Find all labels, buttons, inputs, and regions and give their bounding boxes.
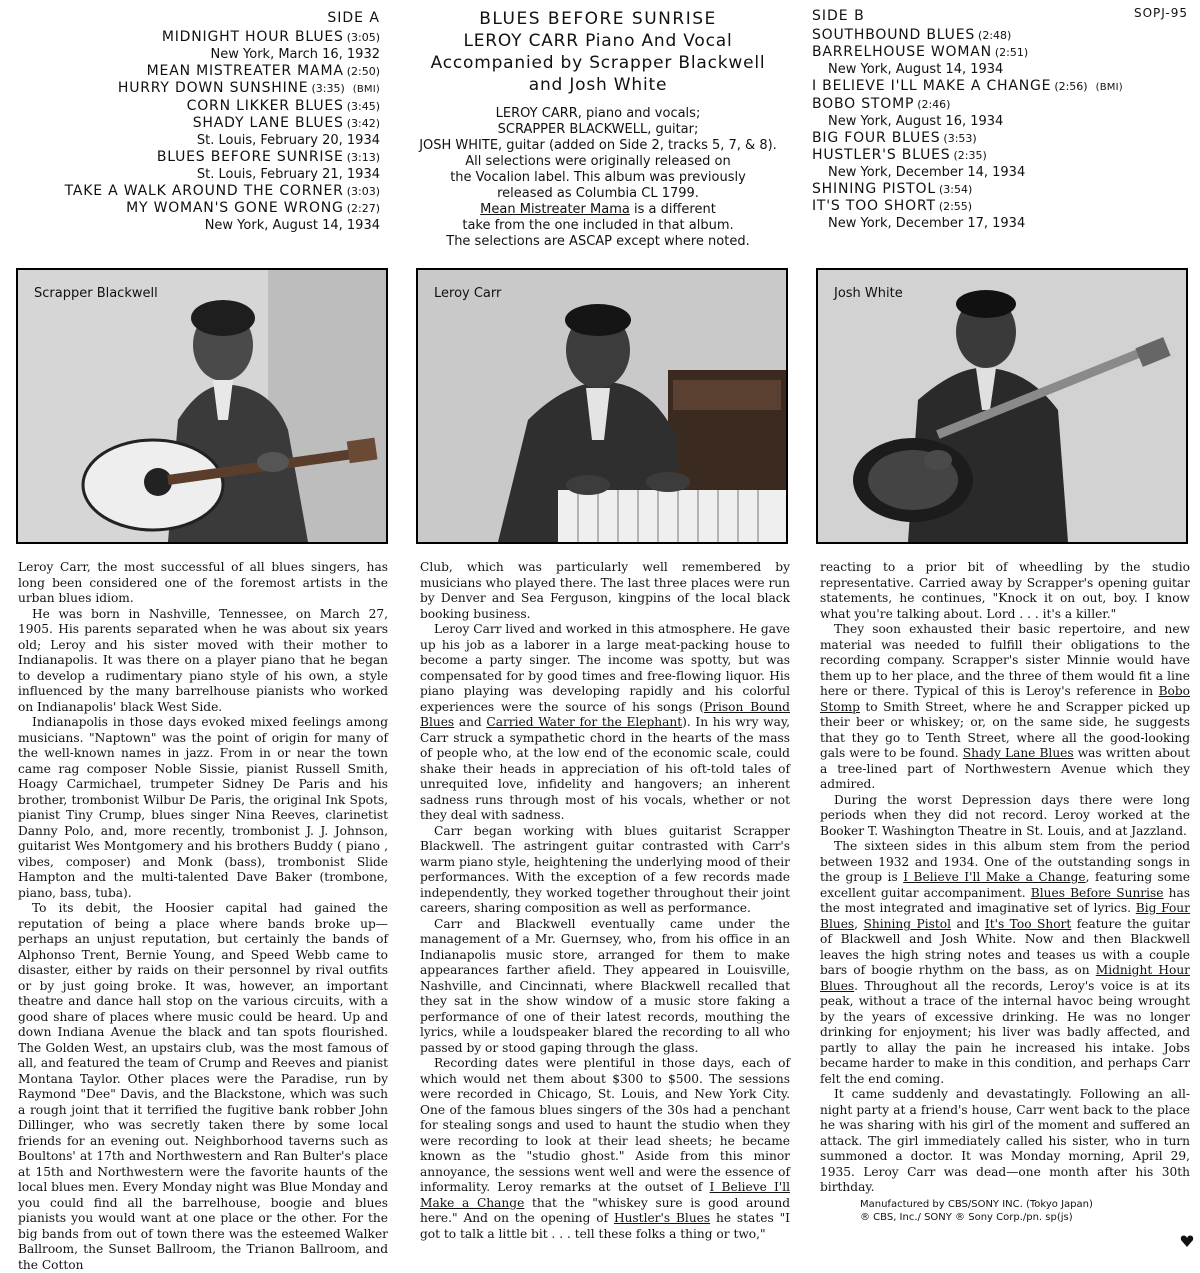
song-reference: Shining Pistol xyxy=(863,916,951,931)
paragraph-text: Club, which was particularly well remembered by musicians who played there. The last three places were run by Denver and Sea Ferguson, kingpins of the local black booking business. xyxy=(420,560,790,621)
track-duration: (3:13) xyxy=(346,151,380,164)
josh-white-image xyxy=(818,270,1186,542)
paragraph xyxy=(820,1087,1190,1196)
track-title: I BELIEVE I'LL MAKE A CHANGE xyxy=(812,78,1052,94)
song-reference: Hustler's Blues xyxy=(613,1211,711,1225)
track-row xyxy=(40,183,380,200)
recording-info: St. Louis, February 20, 1934 xyxy=(196,133,380,148)
track-title: IT'S TOO SHORT xyxy=(812,198,936,214)
track-duration: (2:27) xyxy=(346,202,380,215)
track-duration: (3:42) xyxy=(346,117,380,130)
credit-line xyxy=(408,122,788,138)
track-row xyxy=(40,115,380,132)
paragraph-text: , featuring some excellent guitar accompaniment. xyxy=(820,870,1190,900)
photo-scrapper-blackwell xyxy=(16,268,388,544)
paragraph-text: ). In his wry way, Carr struck a sympathetic chord in the hearts of the mass of people who, at the low end of the economic scale, could shake their heads in appreciation of his oft-told tales of unrequited love, infidelity and hangovers; an inherent sadness runs through most of his vocals, whether or not they deal with sadness. xyxy=(420,715,790,822)
track-row xyxy=(40,80,380,98)
paragraph-text: that the "whiskey sure is good around here." And on the opening of xyxy=(420,1195,790,1225)
song-reference: Prison Bound Blues xyxy=(420,699,790,729)
paragraph-text: . Throughout all the records, Leroy's voice is at its peak, without a trace of the internal havoc being wrought by the years of excessive drinking. He was no longer drinking for enjoyment; his liver was badly affected, and partly to allay the pain he increased his intake. Jobs became harder to make in this condition, and perhaps Carr felt the end coming. xyxy=(820,978,1190,1086)
track-duration: (2:50) xyxy=(346,65,380,78)
paragraph-text: was written about a tree-lined part of Northwestern Avenue which they admired. xyxy=(820,746,1190,791)
track-row xyxy=(40,29,380,46)
recording-info: New York, August 16, 1934 xyxy=(828,114,1004,129)
track-duration: (3:05) xyxy=(346,31,380,44)
track-duration: (2:48) xyxy=(978,29,1012,42)
paragraph xyxy=(820,793,1190,840)
manufacturer-line: Manufactured by CBS/SONY INC. (Tokyo Japan) xyxy=(860,1199,1093,1210)
credit-line xyxy=(408,218,788,234)
photo-caption: Leroy Carr xyxy=(434,286,502,301)
track-row xyxy=(40,63,380,80)
credit-line xyxy=(408,138,788,154)
paragraph-text: Leroy Carr, the most successful of all blues singers, has long been considered one of the foremost artists in the urban blues idiom. xyxy=(18,560,388,605)
credit-line xyxy=(408,154,788,170)
paragraph-text: The sixteen sides in this album stem from the period between 1932 and 1934. One of the outstanding songs in the group is xyxy=(820,839,1190,884)
track-duration: (3:45) xyxy=(346,100,380,113)
track-row xyxy=(812,96,1192,113)
recording-info: New York, December 17, 1934 xyxy=(828,216,1026,231)
track-title: BARRELHOUSE WOMAN xyxy=(812,44,992,60)
track-title: SHADY LANE BLUES xyxy=(192,115,344,131)
paragraph-text: During the worst Depression days there were long periods when they did not record. Leroy worked at the Booker T. Washington Theatre in St. Louis, and at Jazzland. xyxy=(820,792,1190,838)
track-title: MIDNIGHT HOUR BLUES xyxy=(161,29,344,45)
song-reference: Mean Mistreater Mama xyxy=(480,202,630,217)
heart-icon xyxy=(1180,1234,1194,1248)
credit-lines xyxy=(408,106,788,250)
paragraph xyxy=(420,622,790,824)
track-title: SHINING PISTOL xyxy=(812,181,936,197)
album-subtitle-line: and Josh White xyxy=(528,75,668,95)
paragraph-text: They soon exhausted their basic repertoire, and new material was needed to fulfill their obligations to the recording company. Scrapper's sister Minnie would have them up to her place, and the three of them would fit a line here or there. Typical of this is Leroy's reference in xyxy=(820,622,1190,698)
track-license: (BMI) xyxy=(1095,82,1123,93)
album-subtitle xyxy=(408,30,788,96)
track-row xyxy=(812,78,1192,96)
credit-line xyxy=(408,186,788,202)
song-reference: Bobo Stomp xyxy=(820,684,1190,714)
track-row xyxy=(812,181,1192,198)
track-duration: (2:56) xyxy=(1054,80,1088,93)
credit-text: LEROY CARR, piano and vocals; xyxy=(495,106,701,121)
side-b-heading: SIDE B xyxy=(812,8,865,24)
paragraph-text: reacting to a prior bit of wheedling by the studio representative. Carried away by Scrapper's opening guitar statements, he continues, "Knock it on out, boy. I know what you're talking about. Lord . . . it's a killer." xyxy=(820,560,1190,621)
credit-line xyxy=(408,106,788,122)
track-row xyxy=(812,147,1192,164)
track-title: HUSTLER'S BLUES xyxy=(812,147,951,163)
paragraph-text: to Smith Street, where he and Scrapper picked up their beer or whiskey; or, on the same side, he suggests that they go to Tenth Street, where all the good-looking gals were to be found. xyxy=(820,699,1190,760)
credit-text: The selections are ASCAP except where noted. xyxy=(446,234,750,249)
paragraph-text: He was born in Nashville, Tennessee, on March 27, 1905. His parents separated when he was about six years old; Leroy and his sister moved with their mother to Indianapolis. It was there on a player piano that he began to develop a rudimentary piano style of his own, a style influenced by the many barrelhouse pianists who worked on Indianapolis' black West Side. xyxy=(18,606,388,714)
track-duration: (2:51) xyxy=(994,46,1029,59)
paragraph-text: To its debit, the Hoosier capital had gained the reputation of being a place where bands broke up—perhaps an unjust reputation, but certainly the bands of Alphonso Trent, Bernie Young, and Speed Webb came to disaster, either by raids on their personnel by rival outfits or by just going broke. It was, however, an important theatre and dance hall stop on the various circuits, with a good share of places where music could be heard. Up and down Indiana Avenue the black and tan spots flourished. The Golden West, an upstairs club, was the most famous of all, and featured the team of Crump and Reeves and pianist Montana Taylor. Other places were the Paradise, run by Raymond "Dee" Davis, and the Blackstone, which was such a rough joint that it terrified the fugitive bank robber John Dillinger, who was secretly taken there by some local friends for an evening out. Neighborhood taverns such as Boultons' at 17th and Northwestern and Ran Bulter's place at 15th and Northwestern were the favorite haunts of the local blues men. Every Monday night was Blue Monday and you could find all the barrelhouse, boogie and blues pianists you would want at one place or the other. For the big bands from out of town there was the esteemed Walker Ballroom, the Sunset Ballroom, the Trianon Ballroom, and the Cotton xyxy=(18,901,388,1272)
recording-info: New York, August 14, 1934 xyxy=(204,218,380,233)
track-row xyxy=(40,200,380,217)
song-reference: Blues Before Sunrise xyxy=(1030,885,1164,900)
credit-text: the Vocalion label. This album was previously xyxy=(450,170,746,185)
catalog-number: SOPJ-95 xyxy=(1133,6,1188,20)
track-title: BIG FOUR BLUES xyxy=(812,130,941,146)
recording-info: New York, March 16, 1932 xyxy=(210,47,380,62)
track-duration: (3:54) xyxy=(938,183,973,196)
paragraph-text: Carr and Blackwell eventually came under the management of a Mr. Guernsey, who, from his office in an Indianapolis music store, arranged for them to make appearances farther afield. They appeared in Louisville, Nashville, and Cincinnati, where Blackwell recalled that they sat in the show window of a music store faking a performance of one of their latest records, mouthing the lyrics, while a loudspeaker blared the recording to all who passed by or stood gaping through the glass. xyxy=(420,916,790,1055)
track-duration: (2:46) xyxy=(917,98,951,111)
track-duration: (2:55) xyxy=(938,200,973,213)
paragraph xyxy=(18,560,388,607)
side-a-tracklist xyxy=(40,10,380,234)
album-credits xyxy=(408,8,788,250)
album-subtitle-line: Accompanied by Scrapper Blackwell xyxy=(430,53,766,73)
track-title: TAKE A WALK AROUND THE CORNER xyxy=(64,183,344,199)
song-reference: I Believe I'll Make a Change xyxy=(420,1180,790,1210)
credit-text: released as Columbia CL 1799. xyxy=(497,186,699,201)
track-row xyxy=(812,27,1192,44)
track-license: (BMI) xyxy=(352,84,380,95)
track-title: HURRY DOWN SUNSHINE xyxy=(117,80,309,96)
track-duration: (3:53) xyxy=(943,132,977,145)
liner-notes-column-3 xyxy=(820,560,1190,1196)
side-b-lines xyxy=(812,27,1192,232)
track-title: MY WOMAN'S GONE WRONG xyxy=(126,200,344,216)
side-a-heading: SIDE A xyxy=(327,10,380,26)
track-title: SOUTHBOUND BLUES xyxy=(812,27,976,43)
paragraph xyxy=(18,901,388,1273)
credit-text: is a different xyxy=(629,202,716,217)
paragraph xyxy=(18,607,388,716)
track-duration: (2:35) xyxy=(953,149,987,162)
liner-notes-column-2 xyxy=(420,560,790,1242)
track-row xyxy=(812,130,1192,147)
track-row xyxy=(40,98,380,115)
scrapper-blackwell-image xyxy=(18,270,386,542)
photo-josh-white xyxy=(816,268,1188,544)
liner-notes-column-1 xyxy=(18,560,388,1273)
paragraph xyxy=(420,1056,790,1242)
recording-info: St. Louis, February 21, 1934 xyxy=(196,167,380,182)
paragraph xyxy=(820,622,1190,793)
credit-line xyxy=(408,234,788,250)
paragraph-text: It came suddenly and devastatingly. Following an all-night party at a friend's house, Carr went back to the place he was sharing with his girl of the moment and suffered an attack. The girl immediately called his sister, who in turn summoned a doctor. It was Monday morning, April 29, 1935. Leroy Carr was dead—one month after his 30th birthday. xyxy=(820,1087,1190,1194)
leroy-carr-image xyxy=(418,270,786,542)
track-row xyxy=(40,149,380,166)
credit-line xyxy=(408,202,788,218)
song-reference: It's Too Short xyxy=(984,916,1072,931)
side-a-lines xyxy=(40,29,380,234)
track-title: CORN LIKKER BLUES xyxy=(186,98,344,114)
paragraph-text: Carr began working with blues guitarist Scrapper Blackwell. The astringent guitar contrasted with Carr's warm piano style, heightening the underlying mood of their performances. With the exception of a few records made independently, they worked together throughout their joint careers, sharing composition as well as performance. xyxy=(420,823,790,915)
track-title: MEAN MISTREATER MAMA xyxy=(146,63,344,79)
song-reference: I Believe I'll Make a Change xyxy=(903,870,1086,884)
copyright-line: ® CBS, Inc./ SONY ® Sony Corp./pn. sp(js) xyxy=(860,1212,1073,1223)
paragraph-text: Recording dates were plentiful in those days, each of which would net them about $300 to $500. The sessions were recorded in Chicago, St. Louis, and New York City. One of the famous blues singers of the 30s had a penchant for stealing songs and used to haunt the studio when they were recording to look at their lead sheets; he became known as the "studio ghost." Aside from this minor annoyance, the sessions went well and were the essence of informality. Leroy remarks at the outset of xyxy=(420,1056,790,1194)
paragraph xyxy=(420,824,790,917)
paragraph-text: and xyxy=(951,916,985,931)
paragraph-text: , xyxy=(854,916,864,931)
paragraph-text: feature the guitar of Blackwell and Josh White. Now and then Blackwell leaves the high string notes and teases us with a couple bars of boogie rhythm on the bass, as on xyxy=(820,916,1191,977)
recording-info: New York, August 14, 1934 xyxy=(828,62,1004,77)
paragraph xyxy=(18,715,388,901)
track-title: BLUES BEFORE SUNRISE xyxy=(156,149,344,165)
track-duration: (3:35) xyxy=(311,82,345,95)
track-title: BOBO STOMP xyxy=(812,96,915,112)
track-row xyxy=(812,198,1192,215)
paragraph xyxy=(420,560,790,622)
song-reference: Carried Water for the Elephant xyxy=(486,715,683,729)
track-row xyxy=(812,44,1192,61)
credit-text: SCRAPPER BLACKWELL, guitar; xyxy=(497,122,699,137)
paragraph xyxy=(820,560,1190,622)
album-subtitle-line: LEROY CARR Piano And Vocal xyxy=(463,31,733,51)
photo-leroy-carr xyxy=(416,268,788,544)
manufacturer-footer xyxy=(860,1198,1093,1224)
paragraph xyxy=(420,917,790,1057)
paragraph-text: Indianapolis in those days evoked mixed feelings among musicians. "Naptown" was the point of origin for many of the well-known names in jazz. From in or near the town came rag composer Noble Sissie, pianist Russell Smith, Hoagy Carmichael, trumpeter Sidney De Paris and his brother, trombonist Wilbur De Paris, the original Ink Spots, pianist Tiny Crump, blues singer Nina Reeves, clarinetist Danny Polo, and, more recently, trombonist J. J. Johnson, guitarist Wes Montgomery and his brothers Buddy ( piano , vibes, composer) and Monk (bass), trombonist Slide Hampton and the multi-talented Dave Baker (trombone, piano, bass, tuba). xyxy=(18,715,388,900)
recording-info: New York, December 14, 1934 xyxy=(828,165,1026,180)
credit-text: All selections were originally released on xyxy=(465,154,731,169)
paragraph-text: and xyxy=(454,715,487,729)
photo-caption: Scrapper Blackwell xyxy=(34,286,158,301)
paragraph-text: Leroy Carr lived and worked in this atmosphere. He gave up his job as a laborer in a large meat-packing house to become a party singer. The income was spotty, but was compensated for by good times and free-flowing liquor. His piano playing was developing rapidly and his colorful experiences were the source of his songs ( xyxy=(420,622,790,714)
side-b-tracklist xyxy=(812,8,1192,232)
credit-text: take from the one included in that album. xyxy=(462,218,734,233)
song-reference: Shady Lane Blues xyxy=(962,746,1074,760)
album-title: BLUES BEFORE SUNRISE xyxy=(479,9,717,29)
paragraph-text: he states "I got to talk a little bit . . . tell these folks a thing or two," xyxy=(420,1211,790,1241)
paragraph-text: has the most integrated and imaginative set of lyrics. xyxy=(820,885,1190,915)
song-reference: Midnight Hour Blues xyxy=(820,963,1190,993)
credit-line xyxy=(408,170,788,186)
credit-text: JOSH WHITE, guitar (added on Side 2, tracks 5, 7, & 8). xyxy=(419,138,777,153)
track-duration: (3:03) xyxy=(346,185,380,198)
paragraph xyxy=(820,839,1190,1087)
photo-caption: Josh White xyxy=(834,286,903,301)
song-reference: Big Four Blues xyxy=(820,901,1190,931)
